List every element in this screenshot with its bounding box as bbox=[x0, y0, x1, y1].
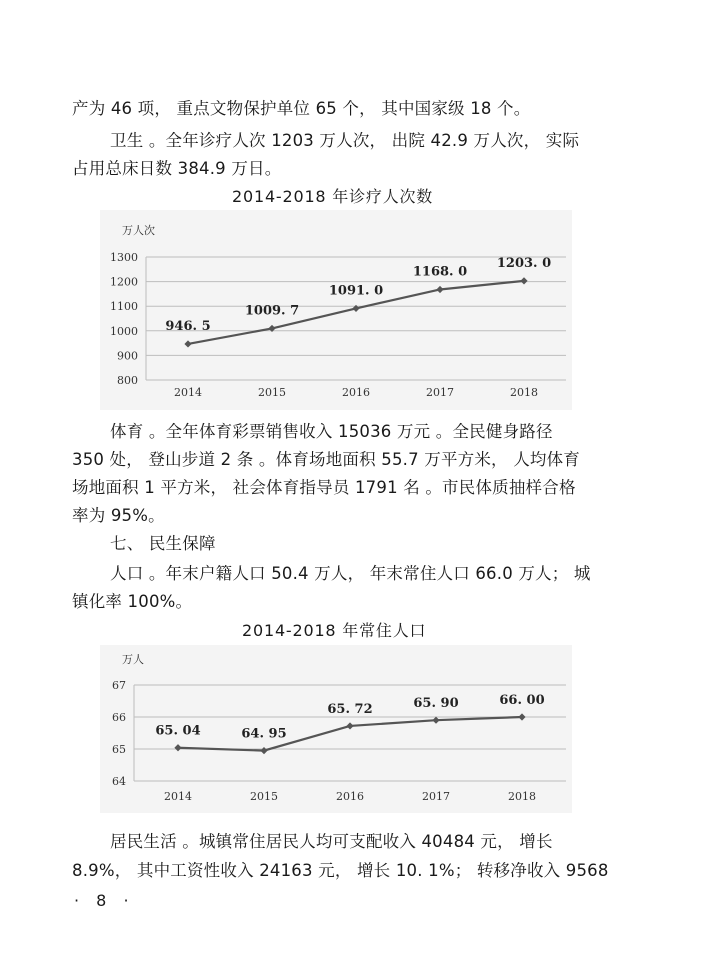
y-axis-label: 万人 bbox=[122, 653, 144, 666]
data-point bbox=[436, 286, 443, 293]
x-tick-label: 2018 bbox=[508, 790, 536, 803]
x-tick-label: 2014 bbox=[174, 386, 202, 399]
y-tick-label: 1100 bbox=[110, 300, 138, 314]
y-tick-label: 67 bbox=[112, 679, 126, 692]
x-tick-label: 2016 bbox=[342, 386, 370, 399]
data-label: 65. 72 bbox=[327, 701, 373, 717]
data-label: 1009. 7 bbox=[244, 303, 300, 319]
page-number: · 8 · bbox=[74, 891, 135, 910]
data-point bbox=[432, 717, 439, 724]
chart-visits bbox=[100, 210, 572, 410]
y-tick-label: 1000 bbox=[110, 324, 138, 338]
data-label: 66. 00 bbox=[499, 693, 545, 708]
x-tick-label: 2014 bbox=[164, 790, 192, 803]
chart-visits-svg bbox=[100, 210, 572, 410]
paragraph-line: 率为 95%。 bbox=[72, 506, 165, 525]
series-line bbox=[178, 717, 522, 751]
chart-title: 2014-2018 年诊疗人次数 bbox=[232, 187, 434, 206]
chart-population-svg bbox=[100, 645, 572, 813]
data-point bbox=[518, 713, 525, 720]
y-tick-label: 1200 bbox=[110, 275, 138, 289]
section-heading: 七、 民生保障 bbox=[110, 534, 216, 553]
paragraph-line: 350 处， 登山步道 2 条 。体育场地面积 55.7 万平方米， 人均体育 bbox=[72, 450, 580, 469]
paragraph-line: 镇化率 100%。 bbox=[72, 592, 193, 611]
x-tick-label: 2018 bbox=[510, 386, 538, 399]
x-tick-label: 2017 bbox=[422, 790, 450, 803]
y-tick-label: 66 bbox=[112, 711, 126, 724]
data-point bbox=[346, 722, 353, 729]
data-label: 1168. 0 bbox=[412, 264, 468, 280]
x-tick-label: 2016 bbox=[336, 790, 364, 803]
data-label: 65. 90 bbox=[413, 696, 459, 712]
x-tick-label: 2015 bbox=[250, 790, 278, 803]
y-tick-label: 65 bbox=[112, 743, 126, 756]
paragraph-line: 场地面积 1 平方米， 社会体育指导员 1791 名 。市民体质抽样合格 bbox=[72, 478, 576, 497]
data-point bbox=[520, 277, 527, 284]
y-tick-label: 64 bbox=[112, 775, 126, 788]
data-label: 64. 95 bbox=[241, 726, 287, 742]
data-point bbox=[174, 744, 181, 751]
y-tick-label: 800 bbox=[117, 374, 138, 387]
chart-title: 2014-2018 年常住人口 bbox=[242, 621, 427, 640]
paragraph-line: 体育 。全年体育彩票销售收入 15036 万元 。全民健身路径 bbox=[110, 422, 553, 441]
y-tick-label: 900 bbox=[117, 349, 138, 363]
paragraph-line: 人口 。年末户籍人口 50.4 万人， 年末常住人口 66.0 万人； 城 bbox=[110, 564, 591, 583]
data-label: 65. 04 bbox=[155, 723, 201, 739]
data-point bbox=[184, 340, 191, 347]
data-label: 1091. 0 bbox=[328, 283, 384, 299]
y-axis-label: 万人次 bbox=[122, 224, 155, 237]
x-tick-label: 2015 bbox=[258, 386, 286, 399]
paragraph-line: 8.9%， 其中工资性收入 24163 元， 增长 10. 1%； 转移净收入 9568 bbox=[72, 861, 609, 880]
data-label: 1203. 0 bbox=[496, 255, 552, 271]
y-tick-label: 1300 bbox=[110, 251, 138, 264]
paragraph-line: 居民生活 。城镇常住居民人均可支配收入 40484 元， 增长 bbox=[110, 832, 553, 851]
chart-population bbox=[100, 645, 572, 813]
paragraph-line: 占用总床日数 384.9 万日。 bbox=[72, 159, 282, 178]
paragraph-line: 卫生 。全年诊疗人次 1203 万人次， 出院 42.9 万人次， 实际 bbox=[110, 131, 580, 150]
paragraph-line: 产为 46 项， 重点文物保护单位 65 个， 其中国家级 18 个。 bbox=[72, 99, 531, 118]
x-tick-label: 2017 bbox=[426, 386, 454, 399]
data-point bbox=[260, 747, 267, 754]
data-label: 946. 5 bbox=[165, 318, 211, 334]
